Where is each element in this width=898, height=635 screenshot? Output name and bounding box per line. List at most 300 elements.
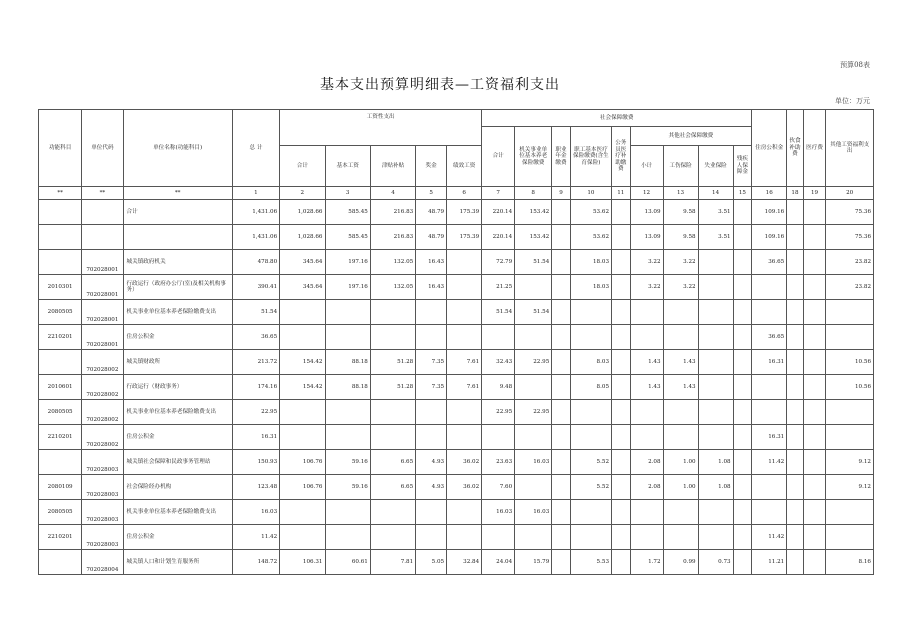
value-cell bbox=[787, 250, 803, 275]
value-cell bbox=[803, 400, 826, 425]
column-index-cell: 2 bbox=[280, 187, 325, 200]
value-cell bbox=[515, 275, 552, 300]
value-cell: 106.31 bbox=[280, 550, 325, 575]
value-cell: 109.16 bbox=[752, 225, 787, 250]
header-annuity: 职业年金缴费 bbox=[552, 127, 571, 187]
value-cell bbox=[612, 550, 631, 575]
value-cell: 16.31 bbox=[752, 350, 787, 375]
value-cell: 11.42 bbox=[232, 525, 279, 550]
unit-name-cell: 机关事业单位基本养老保险缴费支出 bbox=[123, 300, 232, 325]
table-row bbox=[39, 350, 874, 375]
value-cell: 6.65 bbox=[370, 475, 415, 500]
value-cell bbox=[552, 475, 571, 500]
value-cell bbox=[515, 475, 552, 500]
value-cell: 36.02 bbox=[447, 450, 482, 475]
value-cell: 7.81 bbox=[370, 550, 415, 575]
value-cell: 3.22 bbox=[630, 275, 663, 300]
value-cell: 51.54 bbox=[515, 250, 552, 275]
value-cell: 21.25 bbox=[482, 275, 515, 300]
value-cell: 23.82 bbox=[826, 250, 874, 275]
value-cell: 175.39 bbox=[447, 225, 482, 250]
value-cell bbox=[733, 275, 752, 300]
value-cell: 10.56 bbox=[826, 350, 874, 375]
value-cell: 16.03 bbox=[232, 500, 279, 525]
func-subject-cell: 2010601 bbox=[39, 375, 82, 400]
value-cell bbox=[447, 250, 482, 275]
unit-code-cell: 702028001 bbox=[82, 325, 123, 350]
value-cell bbox=[416, 525, 447, 550]
unit-code-cell: 702028003 bbox=[82, 450, 123, 475]
value-cell: 7.61 bbox=[447, 350, 482, 375]
value-cell: 5.52 bbox=[570, 450, 611, 475]
header-social-group: 社会保障缴费 bbox=[482, 110, 752, 127]
header-housing-fund: 住房公积金 bbox=[752, 110, 787, 187]
value-cell bbox=[612, 450, 631, 475]
value-cell bbox=[803, 425, 826, 450]
value-cell: 154.42 bbox=[280, 375, 325, 400]
value-cell: 1,028.66 bbox=[280, 200, 325, 225]
value-cell bbox=[787, 350, 803, 375]
value-cell bbox=[787, 500, 803, 525]
unit-name-cell: 城关镇社会保障和民政事务管理站 bbox=[123, 450, 232, 475]
value-cell bbox=[787, 225, 803, 250]
value-cell bbox=[612, 300, 631, 325]
unit-name-cell: 行政运行（政府办公厅(室)及相关机构事务） bbox=[123, 275, 232, 300]
value-cell: 60.61 bbox=[325, 550, 370, 575]
unit-code-cell: 702028001 bbox=[82, 300, 123, 325]
value-cell: 48.79 bbox=[416, 225, 447, 250]
value-cell bbox=[552, 300, 571, 325]
column-index-cell: 7 bbox=[482, 187, 515, 200]
value-cell bbox=[325, 300, 370, 325]
value-cell bbox=[733, 200, 752, 225]
table-body bbox=[39, 187, 874, 575]
column-index-cell: 12 bbox=[630, 187, 663, 200]
value-cell: 3.22 bbox=[663, 275, 698, 300]
value-cell: 88.18 bbox=[325, 375, 370, 400]
value-cell: 1.43 bbox=[630, 350, 663, 375]
value-cell: 22.95 bbox=[515, 350, 552, 375]
value-cell: 53.62 bbox=[570, 225, 611, 250]
value-cell bbox=[787, 475, 803, 500]
value-cell: 345.64 bbox=[280, 275, 325, 300]
func-subject-cell: 2080505 bbox=[39, 400, 82, 425]
value-cell bbox=[663, 425, 698, 450]
value-cell bbox=[325, 525, 370, 550]
value-cell bbox=[630, 500, 663, 525]
value-cell bbox=[826, 300, 874, 325]
func-subject-cell bbox=[39, 350, 82, 375]
unit-name-cell: 合计 bbox=[123, 200, 232, 225]
unit-name-cell: 住房公积金 bbox=[123, 425, 232, 450]
func-subject-cell bbox=[39, 250, 82, 275]
page-title: 基本支出预算明细表—工资福利支出 bbox=[320, 77, 560, 93]
value-cell bbox=[752, 375, 787, 400]
value-cell: 5.53 bbox=[570, 550, 611, 575]
value-cell bbox=[787, 550, 803, 575]
value-cell: 7.35 bbox=[416, 375, 447, 400]
unit-code-cell: 702028001 bbox=[82, 250, 123, 275]
value-cell: 22.95 bbox=[515, 400, 552, 425]
header-other-social-group: 其他社会保障缴费 bbox=[630, 127, 752, 146]
value-cell: 3.51 bbox=[698, 225, 733, 250]
value-cell bbox=[612, 475, 631, 500]
value-cell bbox=[752, 475, 787, 500]
value-cell bbox=[612, 225, 631, 250]
value-cell bbox=[733, 450, 752, 475]
value-cell: 22.95 bbox=[482, 400, 515, 425]
column-index-cell: ** bbox=[123, 187, 232, 200]
value-cell bbox=[787, 400, 803, 425]
value-cell: 585.45 bbox=[325, 225, 370, 250]
value-cell bbox=[698, 525, 733, 550]
value-cell bbox=[570, 325, 611, 350]
unit-code-cell: 702028002 bbox=[82, 350, 123, 375]
value-cell: 36.65 bbox=[752, 325, 787, 350]
value-cell bbox=[280, 400, 325, 425]
header-unit-name: 单位名称(功能科目) bbox=[123, 110, 232, 187]
value-cell bbox=[515, 525, 552, 550]
value-cell: 23.82 bbox=[826, 275, 874, 300]
value-cell bbox=[447, 525, 482, 550]
unit-code-cell: 702028002 bbox=[82, 375, 123, 400]
value-cell bbox=[552, 525, 571, 550]
value-cell: 59.16 bbox=[325, 450, 370, 475]
table-row bbox=[39, 375, 874, 400]
value-cell bbox=[803, 375, 826, 400]
column-index-cell: 14 bbox=[698, 187, 733, 200]
value-cell bbox=[552, 200, 571, 225]
value-cell bbox=[552, 400, 571, 425]
func-subject-cell: 2080505 bbox=[39, 300, 82, 325]
header-unit-code: 单位代码 bbox=[82, 110, 123, 187]
value-cell bbox=[552, 450, 571, 475]
unit-name-cell bbox=[123, 225, 232, 250]
value-cell bbox=[698, 300, 733, 325]
value-cell: 1.43 bbox=[663, 375, 698, 400]
value-cell: 13.09 bbox=[630, 225, 663, 250]
value-cell: 154.42 bbox=[280, 350, 325, 375]
table-row bbox=[39, 325, 874, 350]
header-performance-wage: 绩效工资 bbox=[447, 146, 482, 187]
unit-code-cell: 702028001 bbox=[82, 275, 123, 300]
value-cell: 22.95 bbox=[232, 400, 279, 425]
table-row bbox=[39, 550, 874, 575]
header-medical-fee: 医疗费 bbox=[803, 110, 826, 187]
header-social-total: 合计 bbox=[482, 127, 515, 187]
header-work-injury: 工伤保险 bbox=[663, 146, 698, 187]
value-cell bbox=[612, 350, 631, 375]
value-cell bbox=[552, 425, 571, 450]
column-index-cell: 6 bbox=[447, 187, 482, 200]
table-row bbox=[39, 275, 874, 300]
unit-code-cell bbox=[82, 200, 123, 225]
value-cell bbox=[698, 325, 733, 350]
value-cell bbox=[752, 400, 787, 425]
value-cell: 213.72 bbox=[232, 350, 279, 375]
header-meal-allowance: 伙食补助费 bbox=[787, 110, 803, 187]
value-cell: 10.56 bbox=[826, 375, 874, 400]
value-cell: 220.14 bbox=[482, 225, 515, 250]
value-cell bbox=[325, 500, 370, 525]
value-cell bbox=[787, 275, 803, 300]
value-cell bbox=[733, 525, 752, 550]
header-wage-group: 工资性支出 bbox=[280, 110, 482, 146]
value-cell bbox=[447, 325, 482, 350]
value-cell: 24.04 bbox=[482, 550, 515, 575]
value-cell: 132.05 bbox=[370, 250, 415, 275]
header-other-subtotal: 小计 bbox=[630, 146, 663, 187]
value-cell bbox=[663, 325, 698, 350]
unit-name-cell: 行政运行（财政事务） bbox=[123, 375, 232, 400]
value-cell bbox=[370, 525, 415, 550]
value-cell bbox=[370, 300, 415, 325]
value-cell bbox=[803, 225, 826, 250]
func-subject-cell bbox=[39, 225, 82, 250]
value-cell: 11.21 bbox=[752, 550, 787, 575]
unit-label: 单位：万元 bbox=[835, 97, 870, 105]
column-index-cell: 8 bbox=[515, 187, 552, 200]
value-cell bbox=[447, 400, 482, 425]
header-other-wage-welfare: 其他工资福利支出 bbox=[826, 110, 874, 187]
table-row bbox=[39, 500, 874, 525]
value-cell: 9.12 bbox=[826, 450, 874, 475]
value-cell bbox=[370, 500, 415, 525]
value-cell: 16.03 bbox=[515, 500, 552, 525]
value-cell: 106.76 bbox=[280, 475, 325, 500]
table-row bbox=[39, 250, 874, 275]
table-row bbox=[39, 525, 874, 550]
header-unemployment: 失业保险 bbox=[698, 146, 733, 187]
value-cell: 5.05 bbox=[416, 550, 447, 575]
value-cell bbox=[482, 525, 515, 550]
value-cell bbox=[370, 400, 415, 425]
column-index-cell: 18 bbox=[787, 187, 803, 200]
value-cell: 2.08 bbox=[630, 450, 663, 475]
value-cell bbox=[612, 250, 631, 275]
value-cell bbox=[416, 300, 447, 325]
value-cell bbox=[733, 250, 752, 275]
value-cell: 6.65 bbox=[370, 450, 415, 475]
value-cell bbox=[325, 425, 370, 450]
value-cell: 59.16 bbox=[325, 475, 370, 500]
value-cell bbox=[630, 325, 663, 350]
value-cell: 220.14 bbox=[482, 200, 515, 225]
value-cell bbox=[515, 425, 552, 450]
value-cell bbox=[733, 475, 752, 500]
value-cell bbox=[803, 325, 826, 350]
value-cell bbox=[733, 400, 752, 425]
value-cell bbox=[552, 550, 571, 575]
value-cell bbox=[803, 550, 826, 575]
value-cell bbox=[733, 325, 752, 350]
value-cell: 51.54 bbox=[482, 300, 515, 325]
value-cell: 3.22 bbox=[663, 250, 698, 275]
header-total: 总 计 bbox=[232, 110, 279, 187]
value-cell bbox=[698, 275, 733, 300]
value-cell bbox=[787, 525, 803, 550]
value-cell bbox=[803, 350, 826, 375]
value-cell bbox=[447, 500, 482, 525]
value-cell: 8.16 bbox=[826, 550, 874, 575]
value-cell: 4.93 bbox=[416, 475, 447, 500]
header-disabled-fund: 残疾人保障金 bbox=[733, 146, 752, 187]
value-cell bbox=[752, 275, 787, 300]
value-cell bbox=[787, 425, 803, 450]
value-cell bbox=[663, 525, 698, 550]
value-cell bbox=[826, 400, 874, 425]
value-cell bbox=[416, 400, 447, 425]
value-cell bbox=[570, 425, 611, 450]
header-bonus: 奖金 bbox=[416, 146, 447, 187]
value-cell: 51.54 bbox=[515, 300, 552, 325]
value-cell: 478.80 bbox=[232, 250, 279, 275]
value-cell bbox=[803, 500, 826, 525]
value-cell bbox=[826, 500, 874, 525]
value-cell bbox=[733, 350, 752, 375]
value-cell bbox=[515, 375, 552, 400]
value-cell: 11.42 bbox=[752, 525, 787, 550]
value-cell bbox=[733, 375, 752, 400]
value-cell bbox=[552, 275, 571, 300]
value-cell: 1.43 bbox=[663, 350, 698, 375]
header-medical: 职工基本医疗保险缴费(含生育保险) bbox=[570, 127, 611, 187]
value-cell: 1.08 bbox=[698, 450, 733, 475]
value-cell bbox=[447, 300, 482, 325]
value-cell: 75.36 bbox=[826, 225, 874, 250]
value-cell bbox=[733, 425, 752, 450]
value-cell bbox=[752, 300, 787, 325]
func-subject-cell: 2210201 bbox=[39, 325, 82, 350]
unit-code-cell: 702028002 bbox=[82, 400, 123, 425]
value-cell bbox=[482, 325, 515, 350]
value-cell: 9.58 bbox=[663, 200, 698, 225]
value-cell bbox=[826, 525, 874, 550]
header-sub-total: 合计 bbox=[280, 146, 325, 187]
value-cell: 15.79 bbox=[515, 550, 552, 575]
value-cell: 148.72 bbox=[232, 550, 279, 575]
column-index-cell: 9 bbox=[552, 187, 571, 200]
func-subject-cell bbox=[39, 200, 82, 225]
value-cell bbox=[370, 325, 415, 350]
value-cell: 11.42 bbox=[752, 450, 787, 475]
value-cell bbox=[698, 425, 733, 450]
value-cell bbox=[416, 325, 447, 350]
value-cell bbox=[733, 500, 752, 525]
unit-code-cell: 702028003 bbox=[82, 525, 123, 550]
value-cell: 36.02 bbox=[447, 475, 482, 500]
column-index-cell: 20 bbox=[826, 187, 874, 200]
value-cell bbox=[280, 525, 325, 550]
value-cell: 1,028.66 bbox=[280, 225, 325, 250]
value-cell bbox=[280, 325, 325, 350]
column-index-cell: 13 bbox=[663, 187, 698, 200]
header-func-subject: 功能科目 bbox=[39, 110, 82, 187]
column-index-cell: ** bbox=[39, 187, 82, 200]
column-index-cell: 19 bbox=[803, 187, 826, 200]
header-allowance: 津贴补贴 bbox=[370, 146, 415, 187]
value-cell bbox=[612, 375, 631, 400]
column-index-row bbox=[39, 187, 874, 200]
table-row bbox=[39, 400, 874, 425]
unit-name-cell: 城关镇政府机关 bbox=[123, 250, 232, 275]
value-cell bbox=[552, 375, 571, 400]
unit-code-cell: 702028004 bbox=[82, 550, 123, 575]
value-cell bbox=[733, 300, 752, 325]
table-row bbox=[39, 300, 874, 325]
value-cell: 123.48 bbox=[232, 475, 279, 500]
func-subject-cell: 2010301 bbox=[39, 275, 82, 300]
value-cell: 75.36 bbox=[826, 200, 874, 225]
header-basic-wage: 基本工资 bbox=[325, 146, 370, 187]
value-cell bbox=[570, 525, 611, 550]
value-cell bbox=[570, 400, 611, 425]
value-cell: 13.09 bbox=[630, 200, 663, 225]
value-cell bbox=[803, 475, 826, 500]
value-cell bbox=[416, 500, 447, 525]
value-cell bbox=[612, 325, 631, 350]
value-cell: 18.03 bbox=[570, 275, 611, 300]
value-cell: 197.16 bbox=[325, 250, 370, 275]
value-cell: 132.05 bbox=[370, 275, 415, 300]
value-cell bbox=[280, 425, 325, 450]
value-cell: 32.43 bbox=[482, 350, 515, 375]
value-cell bbox=[630, 525, 663, 550]
table-row bbox=[39, 200, 874, 225]
unit-code-cell bbox=[82, 225, 123, 250]
unit-name-cell: 机关事业单位基本养老保险缴费支出 bbox=[123, 500, 232, 525]
value-cell bbox=[552, 250, 571, 275]
value-cell bbox=[698, 500, 733, 525]
value-cell bbox=[803, 275, 826, 300]
column-index-cell: ** bbox=[82, 187, 123, 200]
value-cell bbox=[570, 300, 611, 325]
value-cell: 16.03 bbox=[515, 450, 552, 475]
value-cell bbox=[698, 350, 733, 375]
value-cell bbox=[612, 500, 631, 525]
value-cell bbox=[612, 425, 631, 450]
value-cell bbox=[630, 400, 663, 425]
value-cell: 16.43 bbox=[416, 275, 447, 300]
value-cell: 390.41 bbox=[232, 275, 279, 300]
value-cell bbox=[416, 425, 447, 450]
value-cell: 7.61 bbox=[447, 375, 482, 400]
value-cell: 8.05 bbox=[570, 375, 611, 400]
value-cell: 1.43 bbox=[630, 375, 663, 400]
value-cell bbox=[787, 200, 803, 225]
value-cell bbox=[698, 375, 733, 400]
value-cell bbox=[482, 425, 515, 450]
value-cell bbox=[570, 500, 611, 525]
column-index-cell: 16 bbox=[752, 187, 787, 200]
value-cell: 585.45 bbox=[325, 200, 370, 225]
value-cell: 9.58 bbox=[663, 225, 698, 250]
func-subject-cell bbox=[39, 450, 82, 475]
table-row bbox=[39, 475, 874, 500]
header-pension: 机关事业单位基本养老保险缴费 bbox=[515, 127, 552, 187]
value-cell: 16.31 bbox=[752, 425, 787, 450]
value-cell bbox=[803, 200, 826, 225]
value-cell: 216.83 bbox=[370, 225, 415, 250]
table-row bbox=[39, 225, 874, 250]
value-cell bbox=[515, 325, 552, 350]
value-cell: 8.03 bbox=[570, 350, 611, 375]
unit-code-cell: 702028003 bbox=[82, 500, 123, 525]
value-cell: 345.64 bbox=[280, 250, 325, 275]
value-cell bbox=[612, 200, 631, 225]
value-cell: 0.73 bbox=[698, 550, 733, 575]
unit-code-cell: 702028003 bbox=[82, 475, 123, 500]
